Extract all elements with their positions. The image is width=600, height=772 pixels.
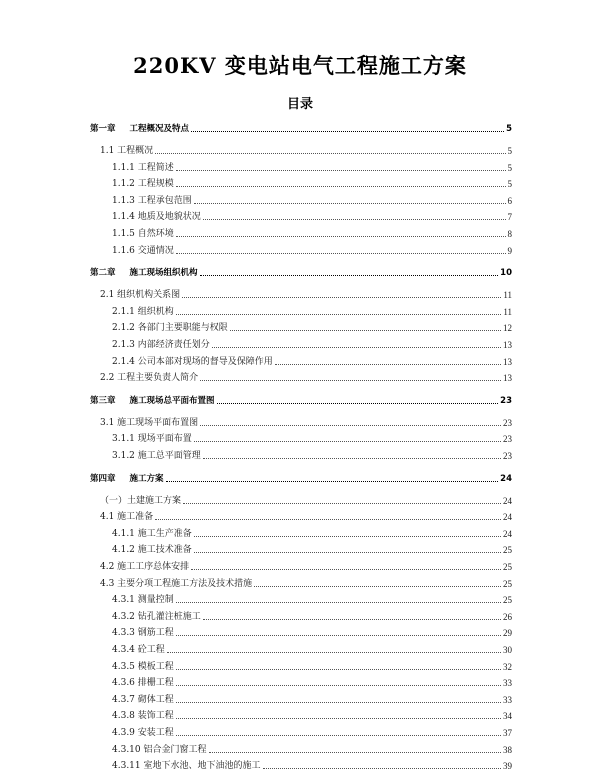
toc-dot-leader: [217, 403, 499, 404]
toc-entry[interactable]: [112, 193, 512, 207]
toc-entry[interactable]: [100, 576, 512, 590]
toc-entry-title: 1.1.4 地质及地貌状况: [112, 212, 201, 223]
toc-entry-title: 3.1.1 现场平面布置: [112, 434, 192, 445]
toc-entry-title: 4.3.8 装饰工程: [112, 711, 174, 722]
toc-entry[interactable]: [112, 304, 512, 318]
toc-chapter-entry[interactable]: [90, 265, 512, 279]
toc-entry-title: 1.1.5 自然环境: [112, 229, 174, 239]
toc-dot-leader: [254, 586, 501, 587]
toc-dot-leader: [194, 536, 501, 537]
toc-dot-leader: [200, 380, 501, 381]
toc-entry[interactable]: [112, 708, 512, 722]
toc-entry-title: 1.1.1 工程简述: [112, 162, 174, 173]
toc-entry-title: 4.3.10 铝合金门窗工程: [112, 744, 207, 755]
toc-entry-title: 2.1 组织机构关系图: [100, 290, 181, 301]
toc-entry-title: 4.1.2 施工技术准备: [112, 545, 192, 556]
toc-entry[interactable]: [112, 692, 512, 706]
toc-entry[interactable]: [112, 226, 512, 240]
toc-dot-leader: [176, 170, 506, 171]
toc-page-number: 24: [503, 528, 512, 539]
toc-entry-title: 1.1.6 交通情况: [112, 245, 174, 256]
toc-dot-leader: [191, 569, 501, 570]
toc-page-number: 8: [507, 229, 512, 239]
toc-page-number: 10: [500, 268, 512, 279]
toc-page-number: 33: [503, 694, 512, 705]
toc-chapter-title: 施工方案: [129, 473, 164, 484]
toc-dot-leader: [194, 552, 501, 553]
toc-dot-leader: [203, 619, 501, 620]
toc-chapter-entry[interactable]: [90, 471, 512, 485]
toc-page-number: 25: [503, 545, 512, 556]
toc-dot-leader: [200, 275, 499, 276]
toc-page-number: 5: [507, 179, 512, 190]
toc-dot-leader: [176, 253, 506, 254]
toc-entry[interactable]: [112, 592, 512, 606]
toc-dot-leader: [230, 330, 501, 331]
toc-dot-leader: [212, 347, 501, 348]
toc-chapter-title: 施工现场总平面布置图: [129, 395, 215, 406]
toc-page-number: 13: [503, 340, 512, 350]
toc-dot-leader: [176, 702, 501, 703]
toc-entry[interactable]: [112, 431, 512, 445]
toc-entry-title: [90, 395, 215, 407]
toc-dot-leader: [183, 503, 501, 504]
toc-entry[interactable]: [112, 354, 512, 368]
toc-entry[interactable]: [112, 337, 512, 351]
toc-entry-title: 4.3 主要分项工程施工方法及技术措施: [100, 578, 253, 589]
toc-page-number: 9: [507, 245, 512, 256]
toc-page-number: 29: [503, 628, 512, 639]
toc-entry-title: [90, 123, 189, 135]
toc-page-number: 5: [507, 146, 512, 156]
toc-dot-leader: [200, 425, 501, 426]
toc-entry[interactable]: [112, 659, 512, 673]
toc-dot-leader: [176, 314, 502, 315]
toc-entry[interactable]: [112, 160, 512, 174]
toc-entry[interactable]: [112, 243, 512, 257]
toc-entry-title: 1.1 工程概况: [100, 146, 154, 156]
toc-entry-title: 1.1.2 工程规模: [112, 179, 174, 190]
toc-entry-title: 3.1.2 施工总平面管理: [112, 451, 201, 461]
toc-entry[interactable]: [112, 448, 512, 462]
toc-page-number: 11: [503, 306, 512, 317]
toc-page-number: 25: [503, 562, 512, 572]
toc-entry[interactable]: [112, 176, 512, 190]
toc-entry[interactable]: [112, 625, 512, 639]
toc-entry-title: 4.2 施工工序总体安排: [100, 562, 190, 572]
toc-chapter-number: 第四章: [90, 473, 116, 484]
toc-page-number: 23: [503, 451, 512, 461]
toc-page-number: 23: [503, 434, 512, 445]
toc-page-number: 23: [503, 417, 512, 428]
toc-entry-title: 4.3.7 砌体工程: [112, 694, 174, 705]
toc-entry-title: 2.2 工程主要负责人简介: [100, 373, 199, 384]
toc-entry-title: （一）土建施工方案: [100, 495, 182, 506]
toc-chapter-entry[interactable]: [90, 393, 512, 407]
toc-entry[interactable]: [112, 742, 512, 756]
toc-page-number: 5: [507, 162, 512, 173]
toc-entry-title: [90, 473, 164, 485]
toc-entry-title: 4.3.3 钢筋工程: [112, 628, 174, 639]
toc-dot-leader: [176, 186, 506, 187]
toc-page-number: 33: [503, 678, 512, 689]
toc-dot-leader: [155, 519, 501, 520]
toc-chapter-entry[interactable]: [90, 121, 512, 135]
toc-page-number: 26: [503, 611, 512, 622]
toc-entry-title: 2.1.4 公司本部对现场的督导及保障作用: [112, 356, 273, 367]
toc-dot-leader: [167, 652, 501, 653]
toc-dot-leader: [176, 735, 501, 736]
toc-chapter-number: 第二章: [90, 268, 116, 279]
toc-entry[interactable]: [100, 509, 512, 523]
toc-page-number: 25: [503, 595, 512, 606]
toc-dot-leader: [203, 219, 506, 220]
toc-entry-title: 4.1 施工准备: [100, 512, 154, 523]
toc-entry[interactable]: [100, 493, 512, 507]
toc-entry[interactable]: [112, 526, 512, 540]
toc-dot-leader: [176, 602, 501, 603]
toc-page-number: 6: [507, 195, 512, 206]
toc-entry[interactable]: [100, 370, 512, 384]
toc-entry[interactable]: [112, 642, 512, 656]
toc-entry[interactable]: [100, 287, 512, 301]
toc-dot-leader: [194, 203, 506, 204]
toc-chapter-title: 工程概况及特点: [129, 124, 190, 134]
toc-entry-title: 4.3.5 模板工程: [112, 661, 174, 672]
toc-entry-title: 4.3.4 砼工程: [112, 645, 165, 655]
toc-page-number: 32: [503, 661, 512, 672]
toc-dot-leader: [275, 364, 501, 365]
toc-page-number: 13: [503, 356, 512, 367]
toc-page-number: 24: [500, 473, 512, 484]
toc-page-number: 12: [503, 323, 512, 334]
toc-page-number: 5: [506, 124, 512, 134]
toc-dot-leader: [176, 236, 506, 237]
toc-entry[interactable]: [112, 542, 512, 556]
toc-entry[interactable]: [112, 320, 512, 334]
toc-dot-leader: [203, 458, 501, 459]
toc-entry-title: 3.1 施工现场平面布置图: [100, 417, 199, 428]
toc-dot-leader: [182, 297, 501, 298]
toc-entry[interactable]: [112, 675, 512, 689]
toc-entry[interactable]: [112, 758, 512, 772]
toc-dot-leader: [176, 669, 501, 670]
toc-chapter-number: 第一章: [90, 124, 116, 134]
toc-dot-leader: [194, 441, 501, 442]
toc-page-number: 7: [507, 212, 512, 223]
toc-entry[interactable]: [100, 415, 512, 429]
toc-chapter-number: 第三章: [90, 395, 116, 406]
toc-entry-title: 4.1.1 施工生产准备: [112, 528, 192, 539]
toc-entry-title: 4.3.11 室地下水池、地下油池的施工: [112, 761, 261, 772]
toc-entry-title: 1.1.3 工程承包范围: [112, 195, 192, 206]
toc-page-number: 34: [503, 711, 512, 722]
toc-entry[interactable]: [100, 559, 512, 573]
toc-entry-title: 4.3.6 排栅工程: [112, 678, 174, 689]
toc-dot-leader: [176, 718, 501, 719]
document-title: 220KV 变电站电气工程施工方案: [133, 53, 467, 78]
toc-dot-leader: [191, 131, 504, 132]
toc-entry[interactable]: [100, 143, 512, 157]
toc-dot-leader: [155, 153, 505, 154]
toc-entry[interactable]: [112, 609, 512, 623]
toc-page-number: 24: [503, 495, 512, 506]
toc-dot-leader: [176, 635, 501, 636]
toc-dot-leader: [166, 481, 499, 482]
toc-entry-title: 2.1.1 组织机构: [112, 306, 174, 317]
toc-entry-title: [90, 267, 198, 279]
toc-entry-title: 2.1.3 内部经济责任划分: [112, 340, 210, 350]
toc-entry[interactable]: [112, 725, 512, 739]
toc-entry-title: 4.3.9 安装工程: [112, 728, 174, 738]
toc-page-number: 38: [503, 744, 512, 755]
toc-entry[interactable]: [112, 209, 512, 223]
toc-page-number: 39: [503, 761, 512, 772]
toc-chapter-title: 施工现场组织机构: [129, 268, 198, 279]
toc-heading: 目录: [286, 97, 313, 112]
toc-entry-title: 4.3.2 钻孔灌注桩施工: [112, 611, 201, 622]
toc-dot-leader: [263, 768, 502, 769]
toc-page-number: 30: [503, 645, 512, 655]
toc-dot-leader: [176, 685, 501, 686]
toc-page-number: 24: [503, 512, 512, 523]
toc-page-number: 23: [500, 395, 512, 406]
toc-entry-title: 4.3.1 测量控制: [112, 595, 174, 606]
toc-page-number: 13: [503, 373, 512, 384]
toc-page-number: 37: [503, 728, 512, 738]
toc-dot-leader: [209, 752, 502, 753]
toc-page-number: 25: [503, 578, 512, 589]
toc-page-number: 11: [503, 290, 512, 301]
toc-entry-title: 2.1.2 各部门主要职能与权限: [112, 323, 228, 334]
